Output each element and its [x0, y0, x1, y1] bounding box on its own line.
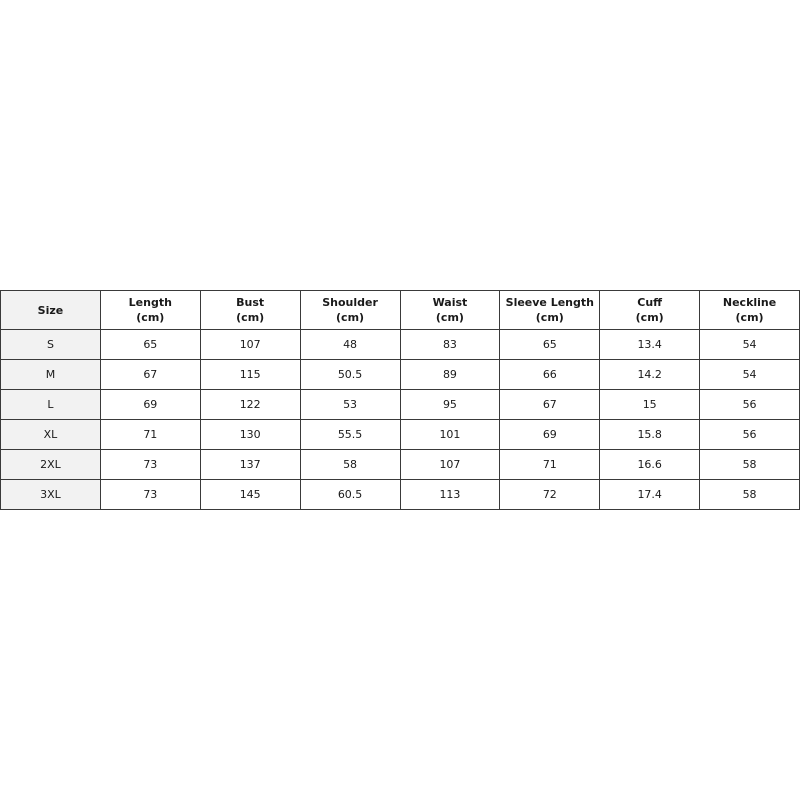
length-cell: 73	[100, 480, 200, 510]
bust-cell: 130	[200, 420, 300, 450]
header-label: Neckline	[722, 296, 777, 309]
length-cell: 67	[100, 360, 200, 390]
cuff-cell: 15.8	[600, 420, 700, 450]
neckline-cell: 54	[700, 330, 800, 360]
header-unit: (cm)	[635, 311, 664, 324]
sleeve-length-cell: 72	[500, 480, 600, 510]
sleeve-length-cell: 67	[500, 390, 600, 420]
header-label: Size	[37, 303, 64, 317]
sleeve-length-cell: 69	[500, 420, 600, 450]
neckline-cell: 54	[700, 360, 800, 390]
header-cell-sleeve-length	[500, 291, 600, 330]
table-body	[1, 330, 800, 510]
shoulder-cell: 60.5	[300, 480, 400, 510]
neckline-cell: 58	[700, 450, 800, 480]
header-cell-length	[100, 291, 200, 330]
header-unit: (cm)	[236, 311, 265, 324]
header-unit: (cm)	[336, 311, 365, 324]
size-cell: L	[1, 390, 101, 420]
header-label: Waist	[432, 296, 468, 309]
header-cell-bust	[200, 291, 300, 330]
size-chart-table	[0, 290, 800, 510]
shoulder-cell: 55.5	[300, 420, 400, 450]
waist-cell: 89	[400, 360, 500, 390]
size-cell: S	[1, 330, 101, 360]
shoulder-cell: 58	[300, 450, 400, 480]
table-row	[1, 330, 800, 360]
waist-cell: 83	[400, 330, 500, 360]
sleeve-length-cell: 71	[500, 450, 600, 480]
table-row	[1, 450, 800, 480]
header-label: Bust	[236, 296, 265, 309]
header-label: Sleeve Length	[505, 296, 594, 309]
header-unit: (cm)	[136, 311, 165, 324]
header-cell-shoulder	[300, 291, 400, 330]
shoulder-cell: 53	[300, 390, 400, 420]
waist-cell: 95	[400, 390, 500, 420]
table-row	[1, 480, 800, 510]
header-cell-waist	[400, 291, 500, 330]
size-cell: XL	[1, 420, 101, 450]
bust-cell: 122	[200, 390, 300, 420]
waist-cell: 101	[400, 420, 500, 450]
header-label: Cuff	[637, 296, 663, 309]
header-cell-neckline	[700, 291, 800, 330]
size-cell: 3XL	[1, 480, 101, 510]
length-cell: 65	[100, 330, 200, 360]
header-unit: (cm)	[535, 311, 564, 324]
cuff-cell: 14.2	[600, 360, 700, 390]
header-label: Shoulder	[322, 296, 378, 309]
table-row	[1, 390, 800, 420]
shoulder-cell: 50.5	[300, 360, 400, 390]
waist-cell: 113	[400, 480, 500, 510]
waist-cell: 107	[400, 450, 500, 480]
bust-cell: 107	[200, 330, 300, 360]
size-cell: M	[1, 360, 101, 390]
sleeve-length-cell: 66	[500, 360, 600, 390]
length-cell: 73	[100, 450, 200, 480]
header-unit: (cm)	[735, 311, 764, 324]
table-header	[1, 291, 800, 330]
length-cell: 69	[100, 390, 200, 420]
bust-cell: 145	[200, 480, 300, 510]
table-row	[1, 360, 800, 390]
length-cell: 71	[100, 420, 200, 450]
header-unit: (cm)	[435, 311, 464, 324]
cuff-cell: 13.4	[600, 330, 700, 360]
neckline-cell: 56	[700, 420, 800, 450]
neckline-cell: 56	[700, 390, 800, 420]
header-cell-cuff	[600, 291, 700, 330]
shoulder-cell: 48	[300, 330, 400, 360]
neckline-cell: 58	[700, 480, 800, 510]
header-label: Length	[128, 296, 172, 309]
bust-cell: 115	[200, 360, 300, 390]
cuff-cell: 15	[600, 390, 700, 420]
cuff-cell: 16.6	[600, 450, 700, 480]
sleeve-length-cell: 65	[500, 330, 600, 360]
header-cell-size	[1, 291, 101, 330]
cuff-cell: 17.4	[600, 480, 700, 510]
header-row	[1, 291, 800, 330]
bust-cell: 137	[200, 450, 300, 480]
table-row	[1, 420, 800, 450]
size-cell: 2XL	[1, 450, 101, 480]
